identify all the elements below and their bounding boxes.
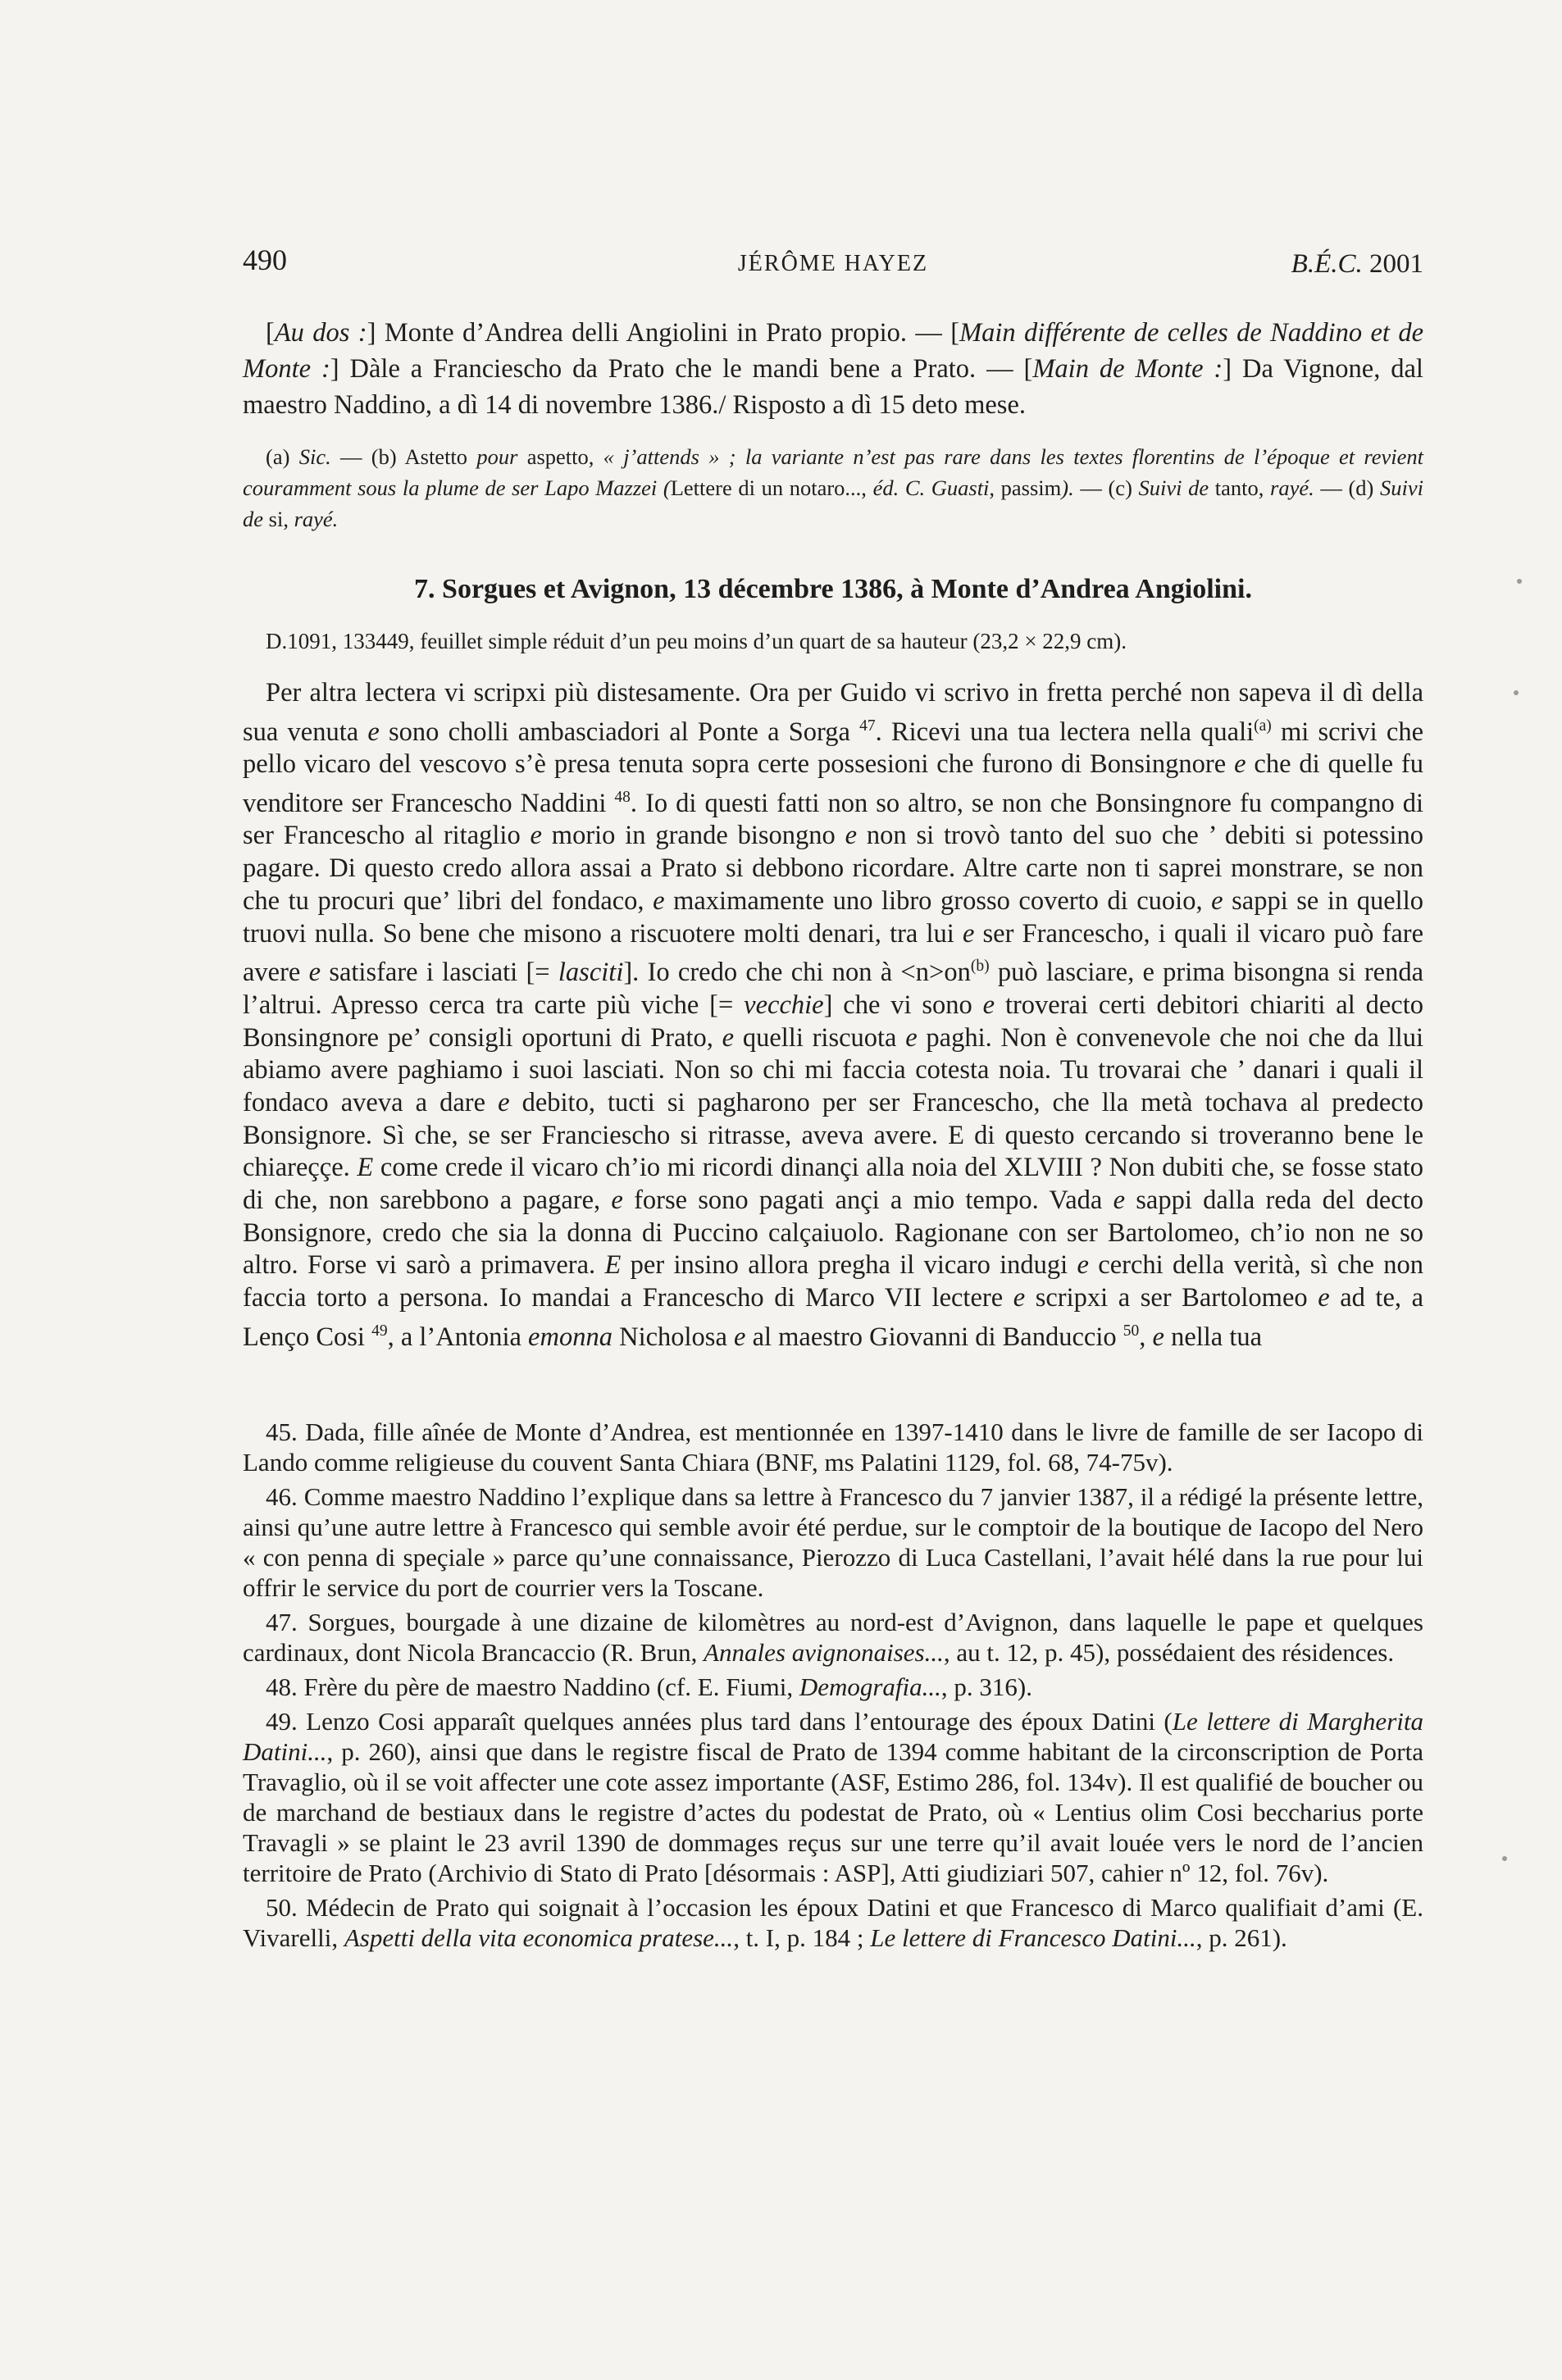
letter-italic: e — [308, 958, 321, 988]
letter-segment: come crede il vicaro ch’io mi ricordi dinançi alla noia del XLVIII ? Non dubiti che, se fosse stato di che, non sarebbono a pagare, — [243, 1153, 1423, 1216]
footnotes — [243, 1417, 1423, 1957]
apparatus-text: Suivi de — [243, 476, 1423, 531]
footnote-number: 45. — [266, 1418, 298, 1446]
letter-segment: ]. Io credo che chi non à <n>on — [623, 958, 971, 988]
apparatus-text: Suivi de — [1132, 476, 1209, 500]
apparatus-text: si, — [263, 507, 294, 531]
critical-apparatus — [243, 441, 1423, 535]
footnote-ref: 50 — [1123, 1322, 1140, 1340]
letter-segment: nella tua — [1164, 1322, 1263, 1352]
footnote-49 — [243, 1706, 1423, 1888]
letter-italic: e — [1318, 1283, 1330, 1313]
letter-italic: e — [528, 1322, 540, 1352]
apparatus-text: aspetto, — [517, 444, 603, 469]
letter-segment: sappi se in quello truovi nulla. So bene che misono a riscuotere molti denari, tra lui — [243, 885, 1423, 949]
footnote-italic: Le lettere di Francesco Datini... — [870, 1923, 1196, 1952]
letter-segment: , — [1139, 1322, 1153, 1352]
letter-segment: per insino allora pregha il vicaro indugi — [621, 1250, 1077, 1281]
dos-text: Da Vignone, dal maestro Naddino, a dì 14 di novembre 1386./ Risposto a dì 15 deto mese. — [243, 354, 1423, 420]
letter-italic: E — [604, 1250, 622, 1281]
letter-segment: . Io di questi fatti non so altro, se non che Bonsingnore fu compangno di ser Francescho al ritaglio — [243, 788, 1423, 851]
footnote-number: 50. — [266, 1893, 298, 1922]
letter-segment: maximamente uno libro grosso coverto di cuoio, — [664, 885, 1212, 916]
letter-segment: paghi. Non è convenevole che noi che da llui abiamo avere paghiamo i suoi lasciati. Non so chi mi faccia cotesta noia. Tu trovarai che ’ danari i quali il fondaco aveva a dare — [243, 1022, 1423, 1117]
letter-italic: e — [962, 918, 975, 949]
letter-segment: quelli riscuota — [734, 1022, 906, 1053]
source-description: D.1091, 133449, feuillet simple réduit d’un peu moins d’un quart de sa hauteur (23,2 × 22,9 cm). — [266, 629, 1127, 653]
section-title: 7. Sorgues et Avignon, 13 décembre 1386, à Monte d’Andrea Angiolini. — [414, 574, 1252, 604]
dos-annotation: [Au dos :] Monte d’Andrea delli Angiolini in Prato propio. — [Main différente de celles de Naddino et de Monte :] Dàle a Franciescho da Prato che le mandi bene a Prato. — [Main de Monte :] Da Vignone, dal maestro Naddino, a dì 14 di novembre 1386./ Risposto a dì 15 deto mese. — [243, 318, 1423, 420]
apparatus-mark: (c) — [1108, 476, 1132, 500]
letter-italic: e — [845, 821, 858, 851]
letter-italic: e — [734, 1322, 746, 1352]
letter-italic: e — [1152, 1322, 1164, 1352]
apparatus-text: tanto, — [1209, 476, 1271, 500]
footnote-text: Frère du père de maestro Naddino (cf. E. Fiumi, — [297, 1672, 799, 1701]
letter-italic: E — [357, 1153, 374, 1183]
letter-italic: e — [653, 885, 665, 916]
letter-segment: morio in grande bisongno — [541, 821, 845, 851]
letter-italic: e — [722, 1022, 735, 1053]
apparatus-text: pour — [476, 444, 518, 469]
letter-segment: può lasciare, e prima bisongna si renda l’altrui. Apresso cerca tra carte più viche [= — [243, 958, 1423, 1020]
dos-label: Main de Monte : — [1032, 354, 1223, 384]
letter-segment: mi scrivi che pello vicaro del vescovo s’è presa tenuta sopra certe possesioni che furono di Bonsingnore — [243, 717, 1423, 780]
letter-segment: sappi dalla reda del decto Bonsignore, credo che sia la donna di Puccino calçaiuolo. Ragionane con ser Bartolomeo, ch’io non ne so altro. Forse vi sarò a primavera. — [243, 1185, 1423, 1281]
footnote-text: Lenzo Cosi apparaît quelques années plus tard dans l’entourage des époux Datini ( — [297, 1707, 1173, 1736]
running-author: JÉRÔME HAYEZ — [737, 251, 929, 276]
letter-italic: e — [498, 1087, 510, 1117]
letter-segment: ser Francescho, i quali il vicaro può fare avere — [243, 918, 1423, 988]
apparatus-mark: (d) — [1348, 476, 1374, 500]
footnote-text: , t. I, p. 184 ; — [733, 1923, 871, 1952]
scan-artifact — [1514, 690, 1519, 695]
footnote-48 — [243, 1672, 1423, 1702]
apparatus-text: Lettere di un notaro..., — [670, 476, 873, 500]
letter-italic: monna — [540, 1322, 613, 1352]
apparatus-text: « j’attends » ; la variante n’est pas rare dans les textes florentins de l’époque et revient couramment sous la plume de ser Lapo Mazzei ( — [243, 444, 1423, 500]
letter-text — [243, 677, 1423, 1354]
apparatus-text: Sic. — [298, 444, 331, 469]
letter-italic: lasciti — [558, 958, 624, 988]
footnote-ref: 47 — [859, 717, 876, 735]
apparatus-text: rayé. — [294, 507, 339, 531]
footnote-number: 47. — [266, 1608, 298, 1636]
apparatus-sep: — — [330, 444, 371, 469]
footnote-text: Comme maestro Naddino l’explique dans sa lettre à Francesco du 7 janvier 1387, il a rédigé la présente lettre, ainsi qu’une autre lettre à Francesco qui semble avoir été perdue, sur le comptoir de la boutique de Iacopo del Nero « con penna di speçiale » parce qu’une connaissance, Pierozzo di Luca Castellani, l’avait hélé dans la rue pour lui offrir le service du port de courrier vers la Toscane. — [243, 1482, 1423, 1602]
footnote-text: , p. 260), ainsi que dans le registre fiscal de Prato de 1394 comme habitant de la circonscription de Porta Travaglio, où il se voit affecter une cote assez importante (ASF, Estimo 286, fol. 134v). Il est qualifié de boucher ou de marchand de bestiaux dans le registre d’actes du podestat de Prato, où « Lentius olim Cosi beccharius porte Travagli » se plaint le 23 avril 1390 de dommages reçus sur une terre qu’il avait louée vers le nord de l’ancien territoire de Prato (Archivio di Stato di Prato [désormais : ASP], Atti giudiziari 507, cahier nº 12, fol. 76v). — [243, 1737, 1423, 1887]
letter-segment: ad te, a Lenço Cosi — [243, 1283, 1423, 1352]
footnote-italic: Annales avignonaises... — [704, 1638, 944, 1667]
dos-label: Main différente de celles de Naddino et de Monte : — [243, 318, 1423, 384]
page-number: 490 — [243, 243, 287, 276]
scan-artifact — [1502, 1856, 1507, 1861]
letter-italic: e — [1113, 1185, 1126, 1216]
footnote-47 — [243, 1607, 1423, 1668]
letter-italic: e — [905, 1022, 918, 1053]
letter-segment: Per altra lectera vi scripxi più distesamente. Ora per Guido vi scrivo in fretta perché non sapeva il dì della sua venuta — [243, 678, 1423, 747]
footnote-ref: 48 — [614, 788, 631, 806]
footnote-46 — [243, 1481, 1423, 1603]
letter-segment: Nicholosa — [612, 1322, 734, 1352]
letter-segment: cerchi della verità, sì che non faccia torto a persona. Io mandai a Francescho di Marco VII lectere — [243, 1250, 1424, 1313]
footnote-45 — [243, 1417, 1423, 1477]
letter-segment: ] che vi sono — [823, 990, 983, 1020]
apparatus-mark: (a) — [266, 444, 290, 469]
footnote-text: , p. 316). — [940, 1672, 1032, 1701]
apparatus-sep: — — [1073, 476, 1109, 500]
apparatus-mark: (b) — [371, 444, 397, 469]
apparatus-text: rayé. — [1270, 476, 1314, 500]
apparatus-text: ). — [1061, 476, 1074, 500]
letter-italic: e — [1013, 1283, 1026, 1313]
letter-segment: sono cholli ambasciadori al Ponte a Sorga — [379, 717, 860, 747]
footnote-number: 48. — [266, 1672, 298, 1701]
footnote-italic: Demografia... — [799, 1672, 941, 1701]
letter-segment: satisfare i lasciati [= — [321, 958, 558, 988]
footnote-text: , au t. 12, p. 45), possédaient des résidences. — [943, 1638, 1395, 1667]
footnote-text: Dada, fille aînée de Monte d’Andrea, est mentionnée en 1397-1410 dans le livre de famille de ser Iacopo di Lando comme religieuse du couvent Santa Chiara (BNF, ms Palatini 1129, fol. 68, 74-75v). — [243, 1418, 1423, 1477]
letter-segment: forse sono pagati ançi a mio tempo. Vada — [622, 1185, 1113, 1216]
dos-text: Dàle a Franciescho da Prato che le mandi bene a Prato. — — [339, 354, 1024, 384]
footnote-text: Sorgues, bourgade à une dizaine de kilomètres au nord-est d’Avignon, dans laquelle le pape et quelques cardinaux, dont Nicola Brancaccio (R. Brun, — [243, 1608, 1423, 1667]
footnote-text: Médecin de Prato qui soignait à l’occasion les époux Datini et que Francesco di Marco qualifiait d’ami (E. Vivarelli, — [243, 1893, 1423, 1952]
footnote-text: , p. 261). — [1195, 1923, 1287, 1952]
letter-italic: vecchie — [744, 990, 824, 1020]
letter-italic: e — [1234, 749, 1246, 780]
letter-italic: e — [1077, 1250, 1089, 1281]
letter-segment: troverai certi debitori chiariti al decto Bonsingnore pe’ consigli oportuni di Prato, — [243, 990, 1423, 1053]
apparatus-text: passim — [995, 476, 1062, 500]
letter-segment: non si trovò tanto del suo che ’ debiti si potessino pagare. Di questo credo allora assai a Prato si debbono ricordare. Altre carte non ti saprei monstrare, se non che tu procuri que’ libri del fondaco, — [243, 821, 1424, 916]
journal-abbrev: B.É.C. — [1291, 249, 1363, 279]
letter-italic: e — [530, 821, 542, 851]
letter-italic: e — [367, 717, 380, 747]
footnote-number: 49. — [266, 1707, 298, 1736]
journal-year: 2001 — [1369, 249, 1423, 279]
footnote-50 — [243, 1892, 1423, 1953]
running-header — [243, 243, 1423, 284]
footnote-number: 46. — [266, 1482, 298, 1511]
dos-text: Monte d’Andrea delli Angiolini in Prato propio. — — [376, 318, 951, 348]
running-journal — [1291, 249, 1423, 280]
letter-italic: e — [611, 1185, 623, 1216]
footnote-ref: 49 — [371, 1322, 388, 1340]
apparatus-ref: (a) — [1254, 717, 1272, 735]
letter-segment: che di quelle fu venditore ser Francescho Naddini — [243, 749, 1423, 818]
letter-italic: e — [1211, 885, 1223, 916]
scan-artifact — [1517, 579, 1522, 584]
apparatus-text: Astetto — [396, 444, 477, 469]
dos-label: Au dos : — [274, 318, 367, 348]
letter-segment: . Ricevi una tua lectera nella quali — [875, 717, 1255, 747]
footnote-italic: Aspetti della vita economica pratese... — [344, 1923, 734, 1952]
apparatus-ref: (b) — [970, 958, 990, 976]
letter-italic: e — [982, 990, 995, 1020]
letter-segment: debito, tucti si pagharono per ser Francescho, che lla metà tochava al predecto Bonsignore. Sì che, se ser Franciescho si ritrasse, aveva avere. E di questo cercando si troveranno bene le chiareççe. — [243, 1087, 1424, 1183]
apparatus-sep: — — [1314, 476, 1349, 500]
apparatus-text: éd. C. Guasti, — [872, 476, 995, 500]
letter-segment: al maestro Giovanni di Banduccio — [745, 1322, 1123, 1352]
footnote-italic: Le lettere di Margherita Datini... — [243, 1707, 1423, 1766]
letter-segment: , a l’Antonia — [387, 1322, 529, 1352]
letter-segment: scripxi a ser Bartolomeo — [1025, 1283, 1318, 1313]
